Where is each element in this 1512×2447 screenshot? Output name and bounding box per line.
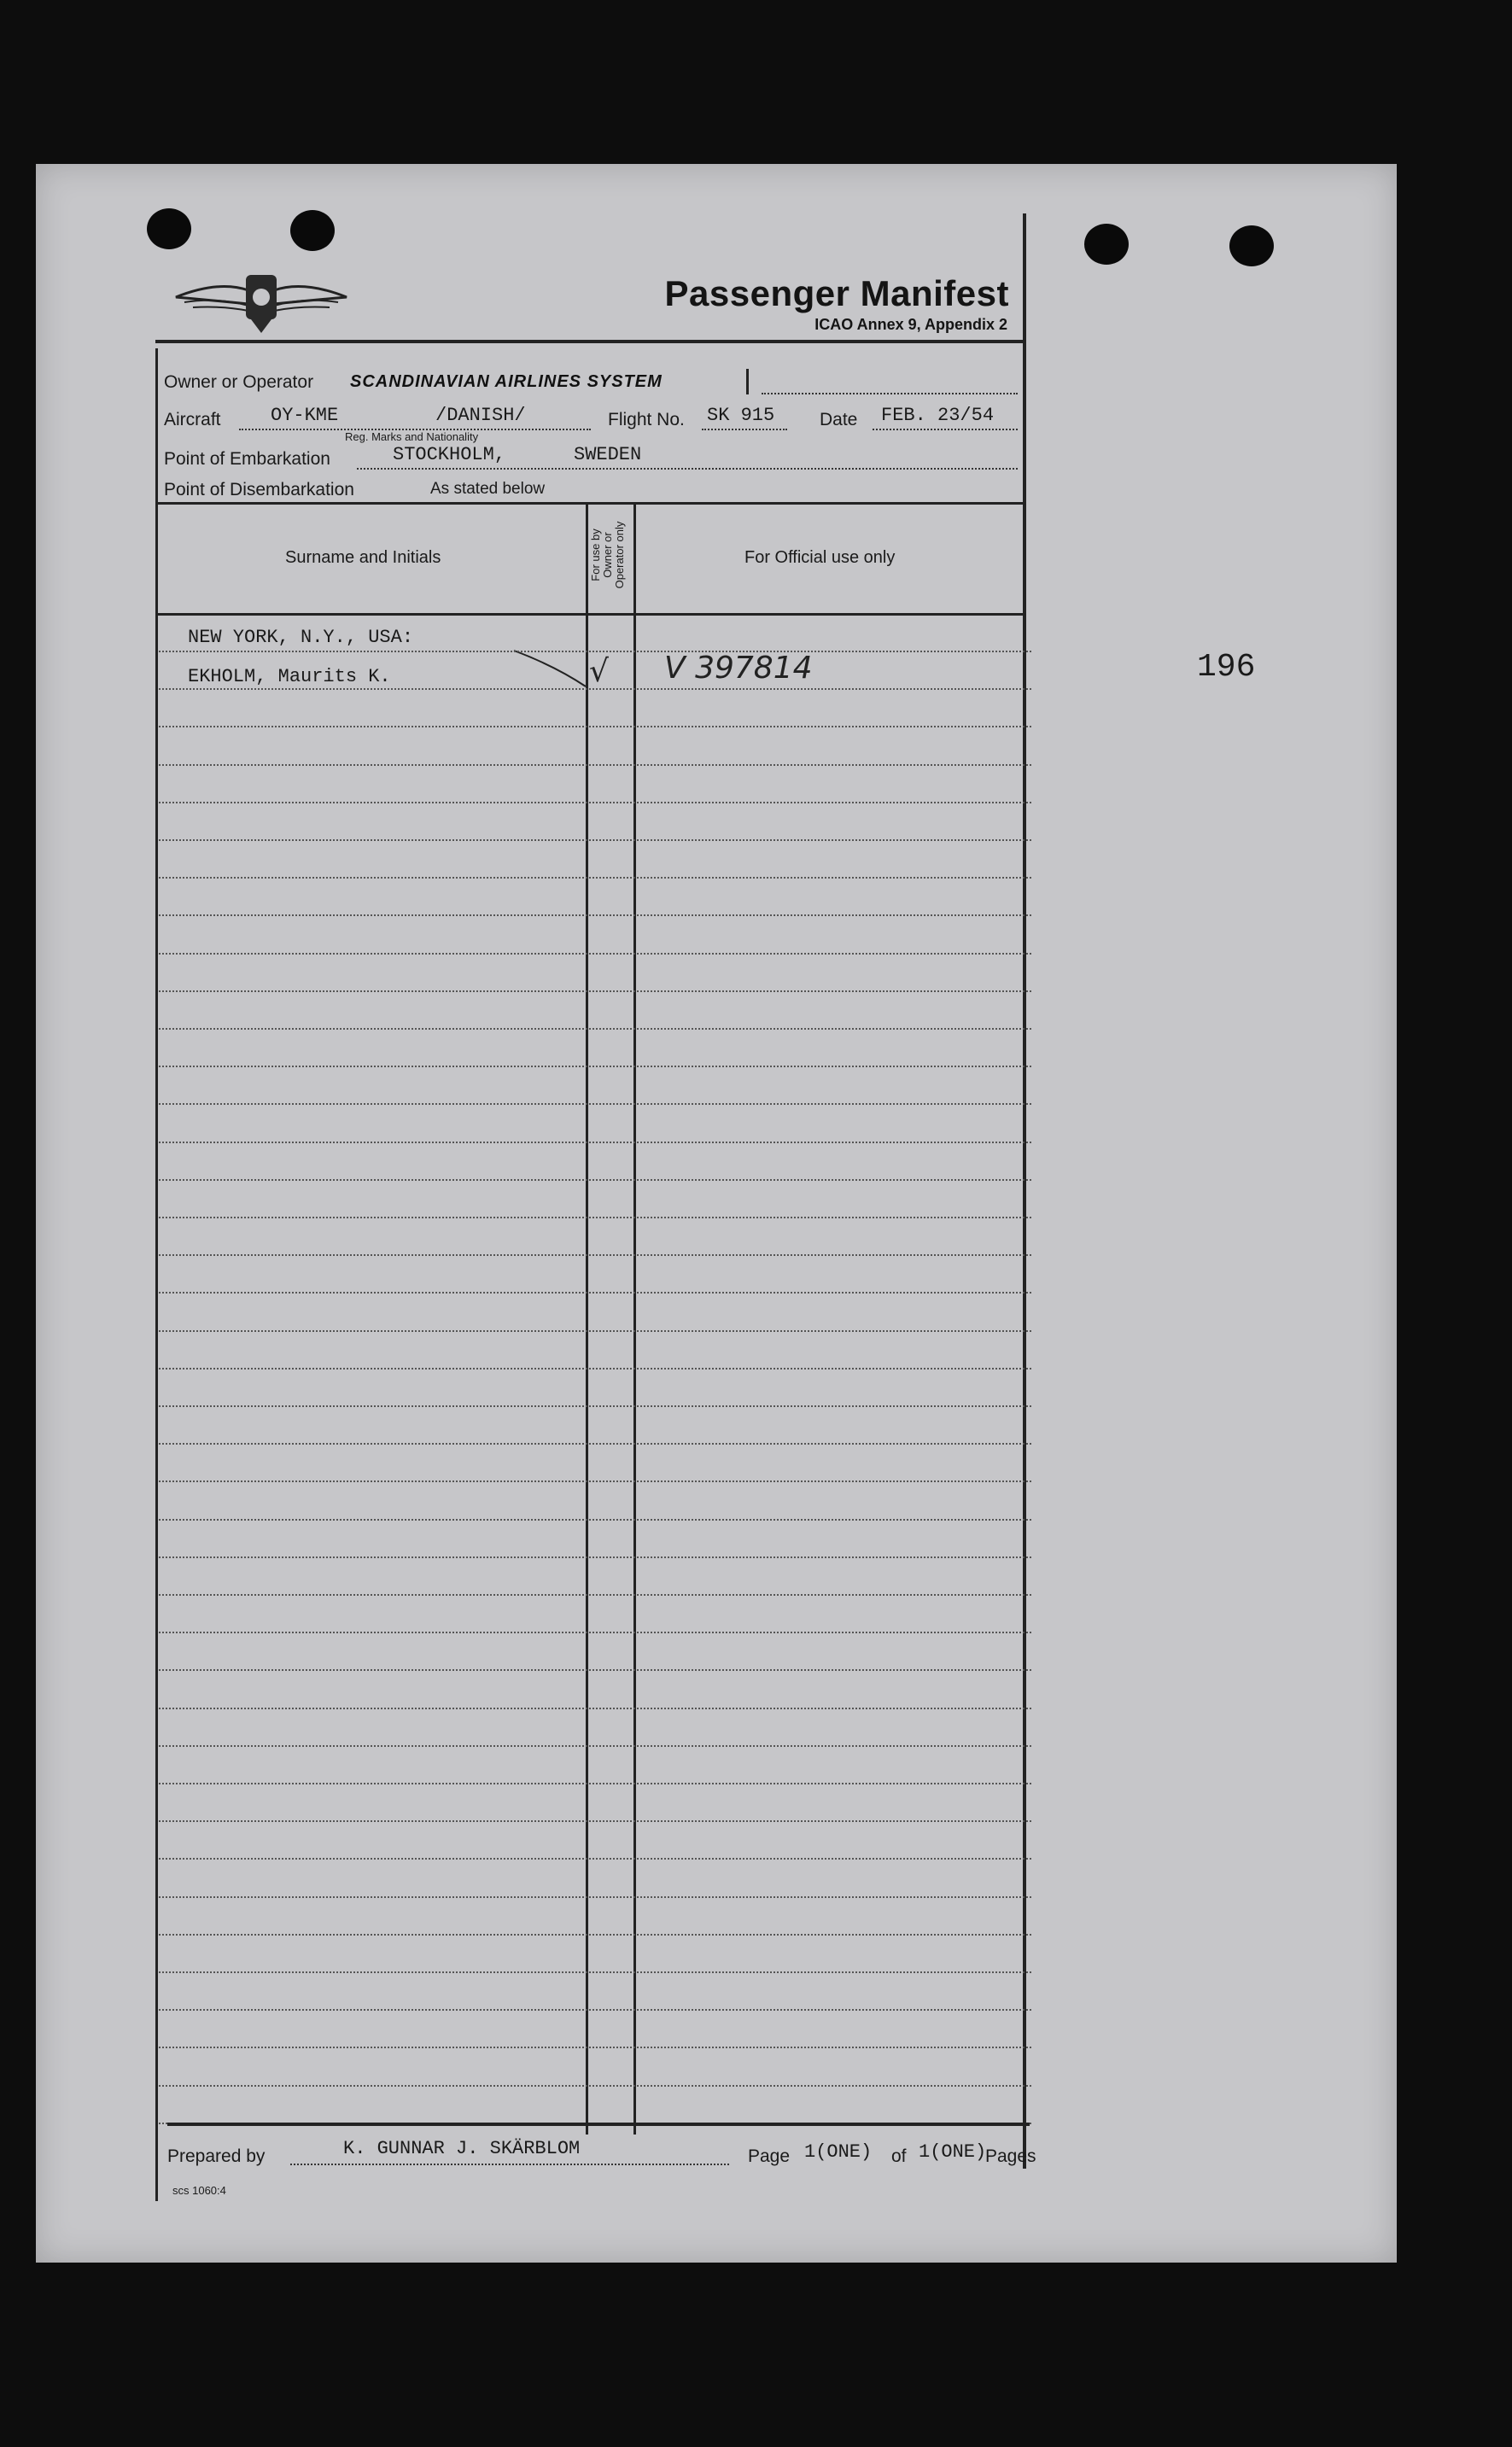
form-code: scs 1060:4: [172, 2184, 226, 2197]
table-rule-line: [159, 802, 1031, 803]
column-surname-header: Surname and Initials: [285, 548, 441, 567]
airline-wings-logo-icon: [167, 263, 355, 340]
table-rule-line: [159, 2047, 1031, 2048]
owner-value: SCANDINAVIAN AIRLINES SYSTEM: [350, 372, 663, 391]
embarkation-country: SWEDEN: [574, 444, 642, 465]
table-rule-line: [159, 1292, 1031, 1294]
disembarkation-value: As stated below: [430, 480, 546, 498]
table-rule-line: [159, 1405, 1031, 1407]
table-rule-line: [159, 1028, 1031, 1030]
row-check-mark: √: [589, 654, 609, 689]
prepared-by-value: K. GUNNAR J. SKÄRBLOM: [343, 2138, 581, 2159]
table-rule-line: [159, 1103, 1031, 1105]
pages-label: Pages: [985, 2146, 1036, 2166]
table-rule-line: [159, 839, 1031, 841]
date-value: FEB. 23/54: [881, 405, 995, 426]
table-rule-line: [159, 2009, 1031, 2011]
form-title: Passenger Manifest: [664, 273, 1009, 313]
manifest-form: [155, 213, 1036, 2197]
aircraft-reg: OY-KME: [271, 405, 339, 426]
table-rule-line: [159, 1179, 1031, 1181]
table-rule-line: [159, 1896, 1031, 1898]
table-rule-line: [159, 1254, 1031, 1256]
table-rule-line: [159, 1783, 1031, 1784]
page-value: 1(ONE): [804, 2141, 873, 2163]
column-official-header: For Official use only: [744, 548, 896, 567]
date-label: Date: [820, 410, 858, 429]
row-official-number: V 397814: [664, 651, 813, 686]
column-owner-use-header: For use by Owner or Operator only: [589, 521, 626, 589]
table-rule-line: [159, 953, 1031, 955]
table-rule-line: [159, 1820, 1031, 1822]
table-rule-line: [159, 1858, 1031, 1860]
table-rule-line: [159, 726, 1031, 727]
table-rule-line: [159, 877, 1031, 879]
of-label: of: [891, 2146, 907, 2166]
table-rule-line: [159, 688, 1031, 690]
embarkation-label: Point of Embarkation: [164, 449, 330, 469]
table-rule-line: [159, 990, 1031, 992]
page-number-stamp: 196: [1197, 649, 1256, 686]
table-rule-line: [159, 1330, 1031, 1332]
disembarkation-label: Point of Disembarkation: [164, 480, 354, 499]
table-rule-line: [159, 1934, 1031, 1936]
table-rule-line: [159, 764, 1031, 766]
form-subtitle: ICAO Annex 9, Appendix 2: [814, 316, 1007, 333]
aircraft-label: Aircraft: [164, 410, 221, 429]
table-rule-line: [159, 1443, 1031, 1445]
embarkation-city: STOCKHOLM,: [393, 444, 506, 465]
owner-label: Owner or Operator: [164, 372, 314, 392]
punch-hole: [1084, 224, 1129, 265]
table-rule-line: [159, 1480, 1031, 1482]
table-rule-line: [159, 1745, 1031, 1747]
flight-value: SK 915: [707, 405, 775, 426]
table-rule-line: [159, 1142, 1031, 1143]
flight-label: Flight No.: [608, 410, 685, 429]
table-rule-line: [159, 1971, 1031, 1973]
table-rule-line: [159, 1066, 1031, 1067]
table-rule-line: [159, 651, 1031, 652]
punch-hole: [1229, 225, 1274, 266]
of-value: 1(ONE): [919, 2141, 987, 2163]
prepared-by-label: Prepared by: [167, 2146, 266, 2166]
table-rule-line: [159, 2085, 1031, 2087]
reg-marks-note: Reg. Marks and Nationality: [345, 430, 479, 443]
table-rule-line: [159, 1632, 1031, 1633]
table-rule-line: [159, 1519, 1031, 1521]
table-rule-line: [159, 1669, 1031, 1671]
table-rule-line: [159, 1556, 1031, 1558]
table-rule-line: [159, 1217, 1031, 1218]
table-rule-line: [159, 1368, 1031, 1370]
table-rule-line: [159, 914, 1031, 916]
aircraft-nationality: /DANISH/: [435, 405, 526, 426]
table-rule-line: [159, 1594, 1031, 1596]
row-surname: NEW YORK, N.Y., USA:: [188, 627, 414, 648]
row-surname: EKHOLM, Maurits K.: [188, 666, 391, 687]
page-label: Page: [748, 2146, 791, 2166]
table-rule-line: [159, 1708, 1031, 1709]
